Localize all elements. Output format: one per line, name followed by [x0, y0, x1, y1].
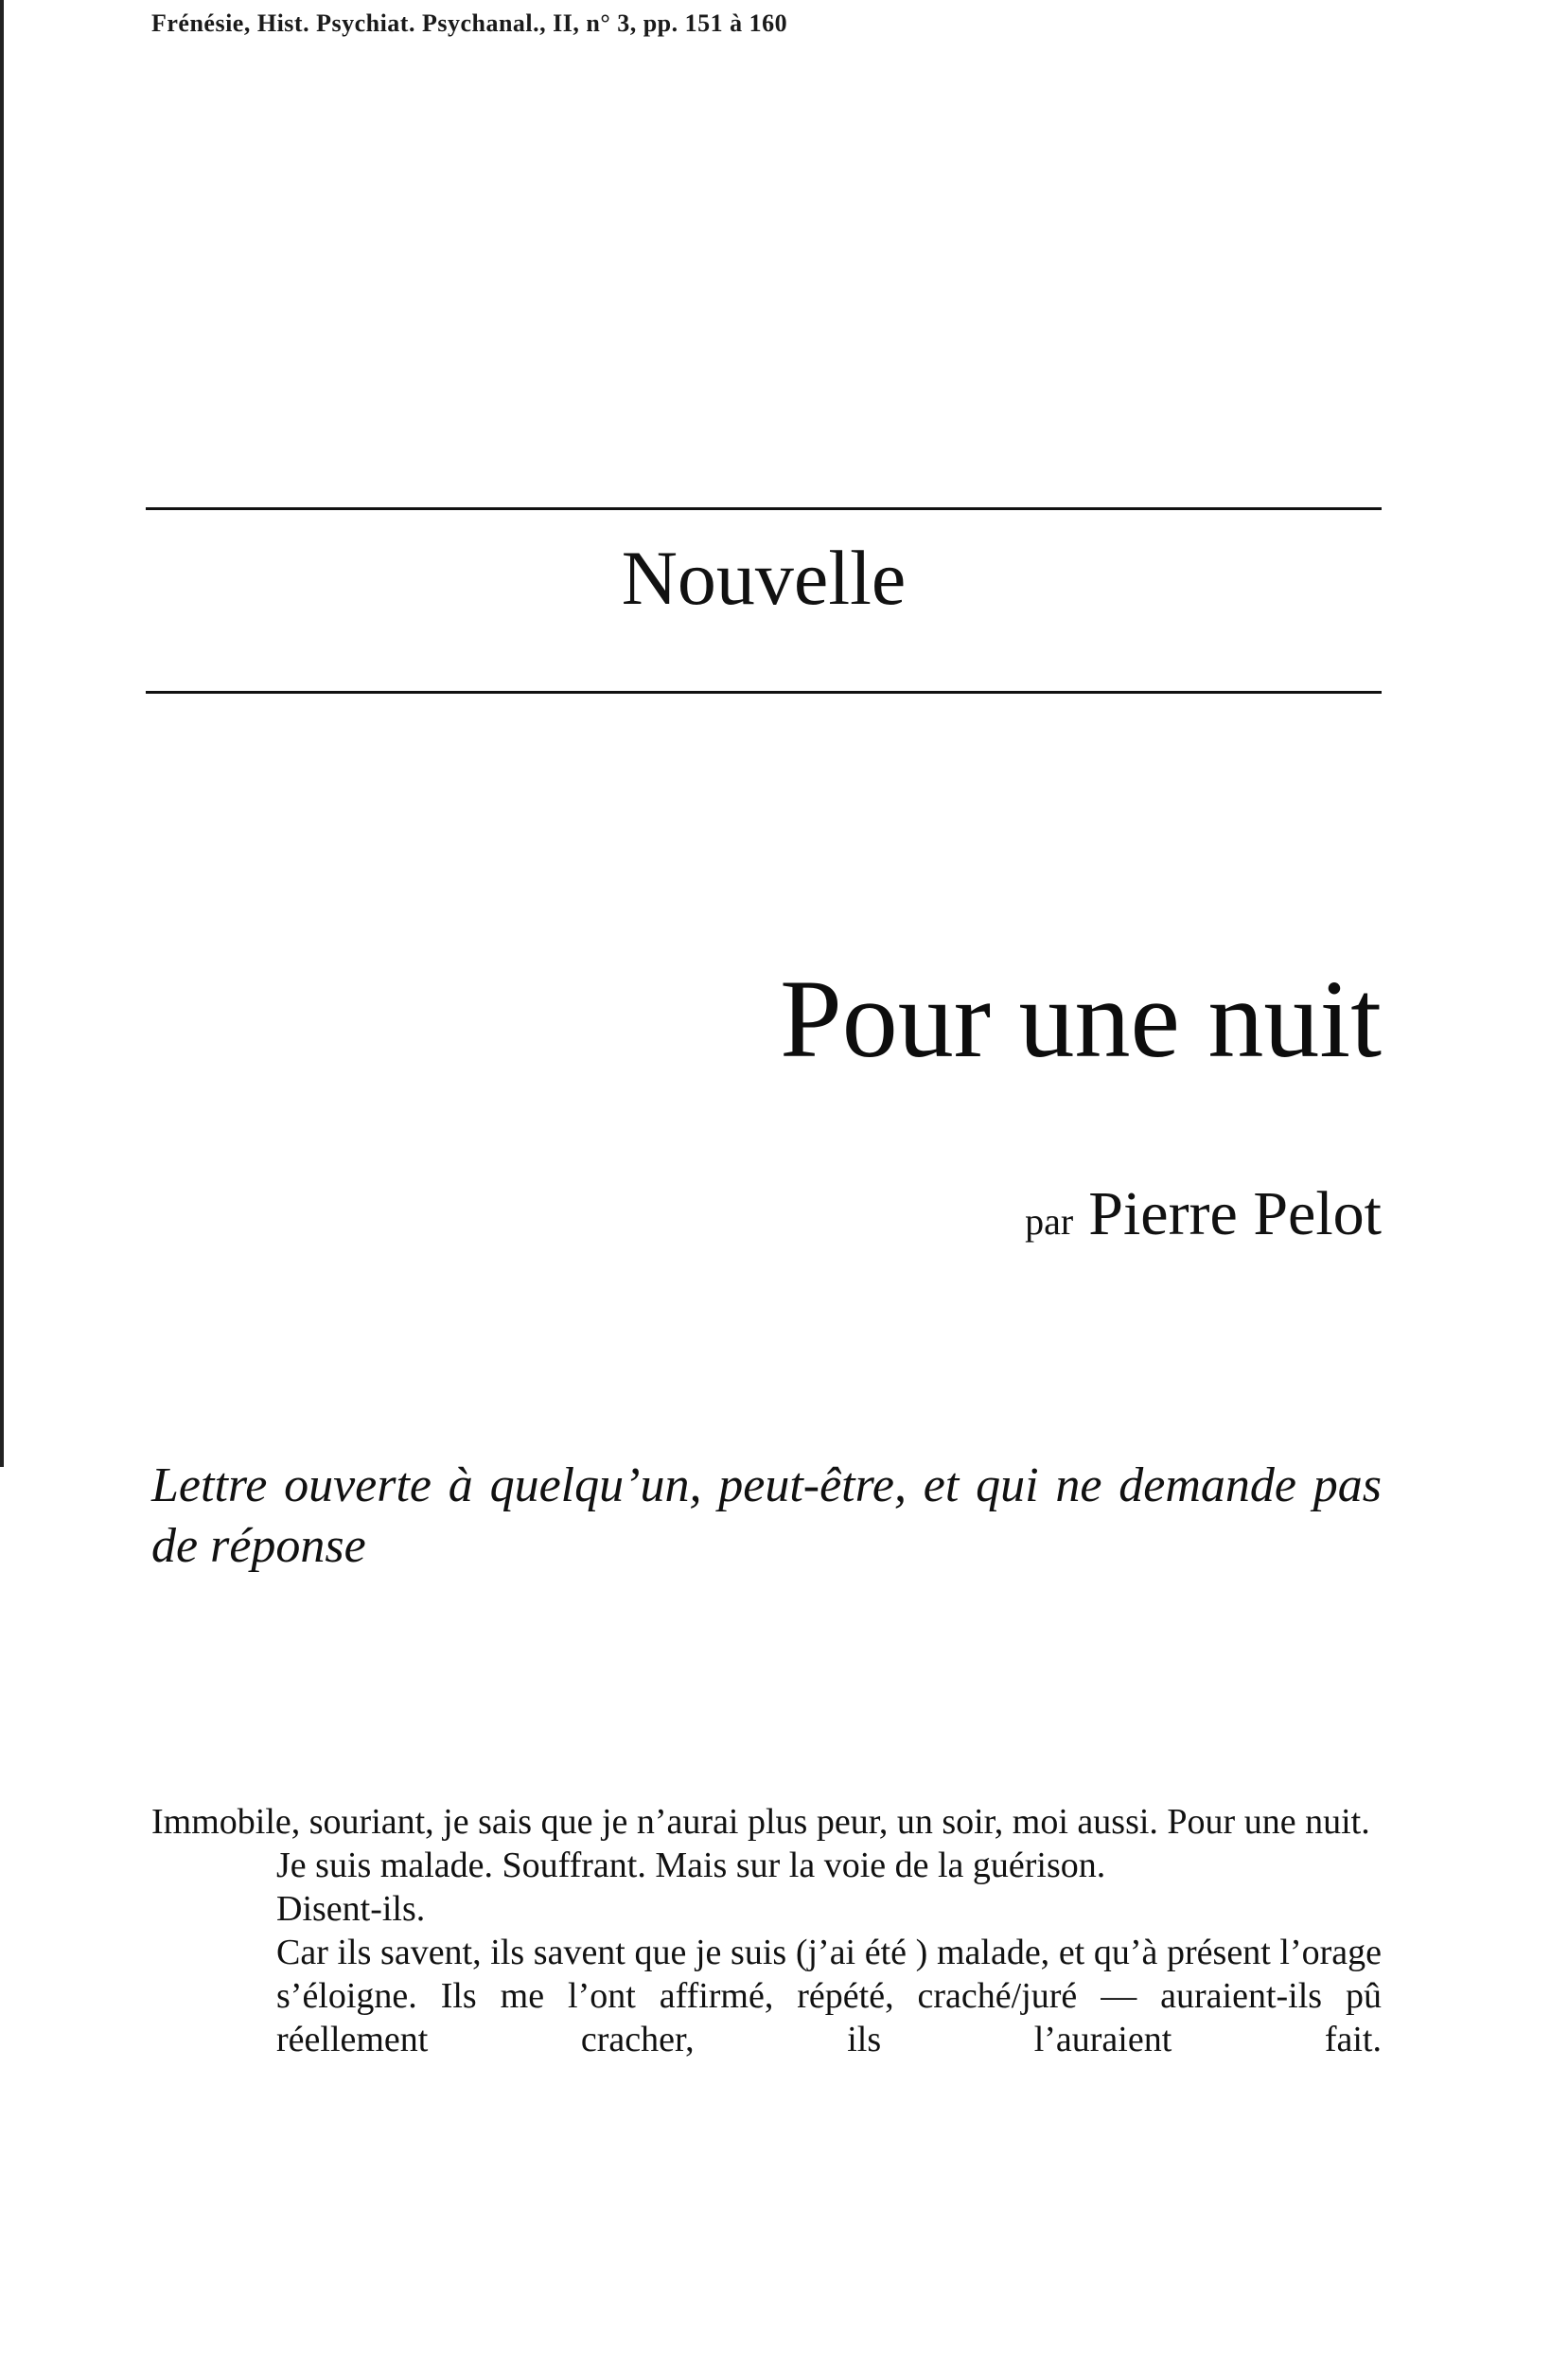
article-title: Pour une nuit [780, 957, 1382, 1081]
page-edge-shadow [0, 0, 4, 1467]
body-paragraph: Car ils savent, ils savent que je suis (j’ai été ) malade, et qu’à présent l’orage s’éloigne. Ils me l’ont affirmé, répété, craché/juré — auraient-ils pû réellement cracher, ils l’auraient fait. [276, 1933, 1382, 2059]
author-name: Pierre Pelot [1088, 1179, 1382, 1248]
section-rule-bottom [146, 691, 1382, 694]
section-rule-top [146, 507, 1382, 510]
body-paragraph: Immobile, souriant, je sais que je n’aurai plus peur, un soir, moi aussi. Pour une nuit. [151, 1802, 1370, 1842]
body-text [151, 1800, 1382, 2061]
body-paragraph: Disent-ils. [276, 1889, 426, 1929]
body-paragraph: Je suis malade. Souffrant. Mais sur la voie de la guérison. [276, 1846, 1106, 1885]
byline [1025, 1179, 1382, 1248]
byline-prefix: par [1025, 1200, 1074, 1243]
section-label: Nouvelle [621, 535, 907, 621]
article-subtitle: Lettre ouverte à quelqu’un, peut-être, et qui ne demande pas de réponse [151, 1458, 1382, 1573]
running-head: Frénésie, Hist. Psychiat. Psychanal., II, n° 3, pp. 151 à 160 [151, 9, 788, 37]
